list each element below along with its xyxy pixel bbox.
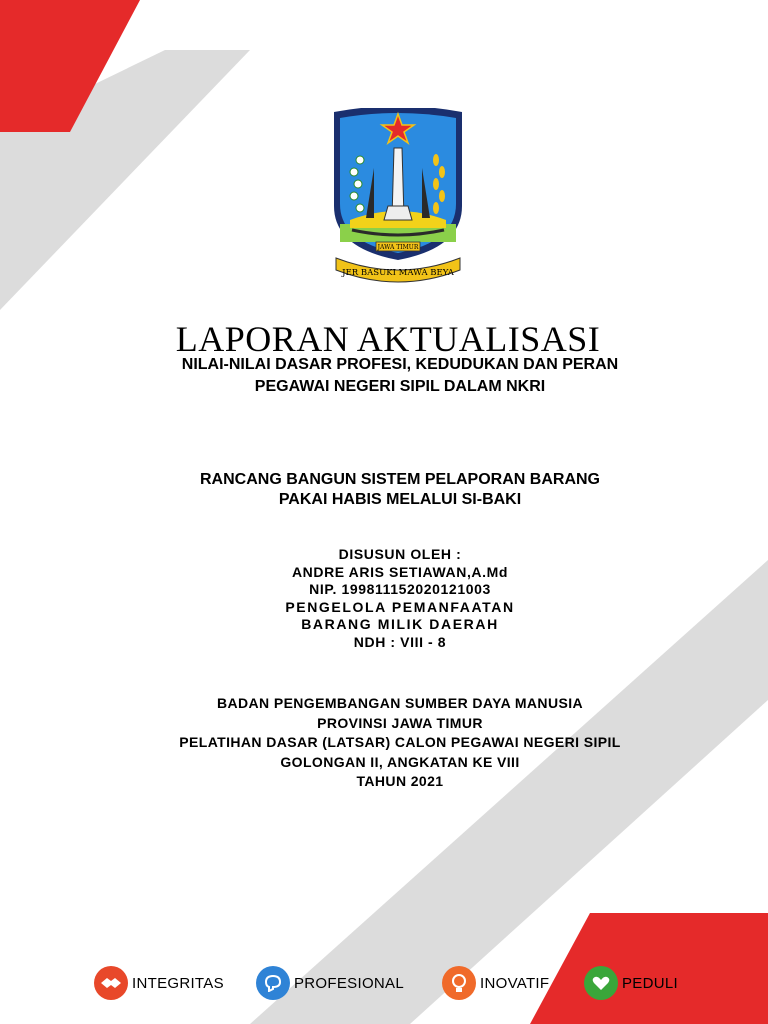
value-integritas [94, 966, 224, 1000]
report-subtitle [0, 354, 768, 398]
author-name: ANDRE ARIS SETIAWAN,A.Md [291, 563, 509, 580]
topic-line: RANCANG BANGUN SISTEM PELAPORAN BARANG [199, 471, 600, 488]
org-line: BADAN PENGEMBANGAN SUMBER DAYA MANUSIA [216, 695, 583, 711]
lightbulb-icon [442, 966, 476, 1000]
value-label: INTEGRITAS [132, 974, 224, 992]
value-profesional [256, 966, 404, 1000]
author-position: BARANG MILIK DAERAH [301, 616, 499, 632]
value-peduli [584, 966, 678, 1000]
org-line: PROVINSI JAWA TIMUR [317, 714, 483, 731]
value-label: PROFESIONAL [294, 974, 404, 992]
topic-line: PAKAI HABIS MELALUI SI-BAKI [278, 491, 522, 508]
organization-block [0, 694, 768, 792]
org-line: PELATIHAN DASAR (LATSAR) CALON PEGAWAI NEGERI SIPIL [179, 734, 621, 750]
handshake-icon [94, 966, 128, 1000]
value-inovatif [442, 966, 549, 1000]
author-ndh: NDH : VIII - 8 [353, 633, 447, 650]
author-block [0, 546, 768, 651]
value-label: INOVATIF [480, 974, 550, 992]
report-title: LAPORAN AKTUALISASI [175, 319, 601, 359]
subtitle-line: PEGAWAI NEGERI SIPIL DALAM NKRI [254, 378, 546, 395]
author-nip: NIP. 199811152020121003 [309, 581, 491, 597]
author-position: PENGELOLA PEMANFAATAN [285, 598, 515, 615]
org-line: GOLONGAN II, ANGKATAN KE VIII [280, 753, 520, 770]
logo-banner-text: JAWA TIMUR [377, 244, 419, 251]
author-label: DISUSUN OLEH : [338, 546, 462, 562]
report-topic [0, 470, 768, 510]
value-label: PEDULI [622, 974, 678, 992]
org-line: TAHUN 2021 [356, 773, 444, 789]
core-values-row [0, 966, 768, 1000]
subtitle-line: NILAI-NILAI DASAR PROFESI, KEDUDUKAN DAN PERAN [181, 356, 619, 373]
logo-motto-text: JER BASUKI MAWA BEYA [342, 268, 454, 278]
heart-hands-icon [584, 966, 618, 1000]
coat-of-arms-logo [330, 108, 466, 290]
brain-icon [256, 966, 290, 1000]
